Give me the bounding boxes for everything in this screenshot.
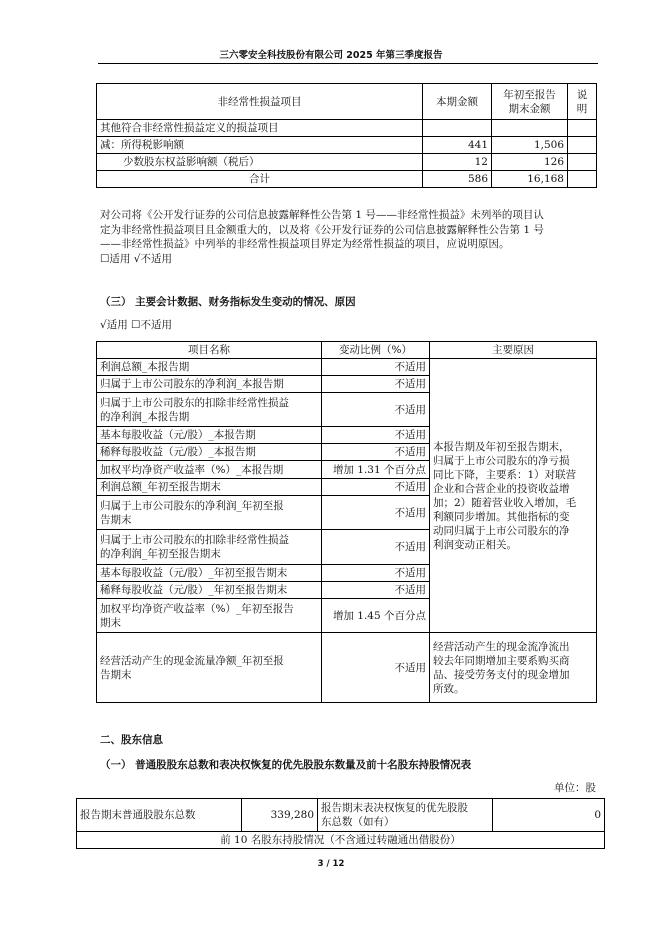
table-row: 利润总额_本报告期 bbox=[97, 359, 322, 376]
shareholders-table bbox=[76, 798, 605, 849]
reason-cashflow: 经营活动产生的现金流净流出 较去年同期增加主要系购买商 品、接受劳务支付的现金增加 所致。 bbox=[430, 633, 597, 703]
total-shareholders-value: 339,280 bbox=[242, 799, 318, 832]
table-row: 归属于上市公司股东的扣除非经常性损益 的净利润_年初至报告期末 bbox=[97, 530, 322, 565]
table-row: 基本每股收益（元/股）_年初至报告期末 bbox=[97, 565, 322, 582]
table-row: 基本每股收益（元/股）_本报告期 bbox=[97, 427, 322, 444]
row-item: 减：所得税影响额 bbox=[97, 137, 423, 154]
shareholders-title: 二、股东信息 bbox=[100, 734, 163, 746]
page-header: 三六零安全科技股份有限公司 2025 年第三季度报告 bbox=[219, 50, 443, 61]
reason-main: 本报告期及年初至报告期末， 归属于上市公司股东的净亏损 同比下降，主要系：1）对联营 企业和合营企业的投资收益增 加；2）随着营业收入增加，毛 利额同步增加。其他指标的变 动同归属于上市公司股东的净 利润变动正相关。 bbox=[430, 359, 597, 633]
table-row: 归属于上市公司股东的净利润_年初至报 告期末 bbox=[97, 496, 322, 530]
total-shareholders-label: 报告期末普通股股东总数 bbox=[77, 799, 242, 832]
header-current: 本期金额 bbox=[423, 84, 492, 120]
preferred-shareholders-label: 报告期末表决权恢复的优先股股 东总数（如有） bbox=[318, 799, 493, 832]
section-3-options: √适用 ☐不适用 bbox=[100, 319, 172, 331]
total-label: 合计 bbox=[97, 171, 423, 188]
row-item: 其他符合非经常性损益定义的损益项目 bbox=[97, 120, 423, 137]
header-name: 项目名称 bbox=[97, 342, 322, 359]
table-row: 加权平均净资产收益率（%）_本报告期 bbox=[97, 461, 322, 479]
non-recurring-table: 非经常性损益项目 本期金额 年初至报告 期末金额 说 明 其他符合非经常性损益定义的损益项目 减：所得税影响额 441 1,506 少数股东权益影响额（税后） 12 126 合计 586 16,168 bbox=[96, 83, 597, 188]
total-ytd: 16,168 bbox=[492, 171, 568, 188]
header-rule bbox=[98, 63, 598, 64]
total-current: 586 bbox=[423, 171, 492, 188]
page-number: 3 / 12 bbox=[317, 859, 345, 869]
preferred-shareholders-value: 0 bbox=[493, 799, 605, 832]
changes-table: 项目名称 变动比例（%） 主要原因 利润总额_本报告期 不适用 本报告期及年初至报告期末， 归属于上市公司股东的净亏损 同比下降，主要系：1）对联营 企业和合营企业的投资收益增 加；2）随着营业收入增加，毛 利额同步增加。其他指标的变 动同归属于上市公司股东的净 利润变动正相关。 归属于上市公司股东的净利润_本报告期 不适用 归属于上市公司股东的扣除非经常性损益 的净利润_本报告期 不适用 基本每股收益（元/股）_本报告期 不适用 稀释每股收益（元/股）_本报告期 不适用 加权平均净资产收益率（%）_本报告期 增加 1.31 个百分点 利润总额_年初至报告期末 不适用 归属于上市公司股东的净利润_年初至报 告期末 不适用 归属于上市公司股东的扣除非经常性损益 的净利润_年初至报告期末 不适用 基本每股收益（元/股）_年初至报告期末 不适用 稀释每股收益（元/股）_年初至报告期末 不适用 加权平均净资产收益率（%）_年初至报告 期末 增加 1.45 个百分点 经营活动产生的现金流量净额_年初至报 告期末 不适用 经营活动产生的现金流净流出 较去年同期增加主要系购买商 品、接受劳务支付的现金增加 所致。 bbox=[96, 341, 597, 703]
shareholders-subtitle: （一） 普通股股东总数和表决权恢复的优先股股东数量及前十名股东持股情况表 bbox=[100, 759, 472, 771]
table-row: 利润总额_年初至报告期末 bbox=[97, 479, 322, 496]
section-3-title: （三） 主要会计数据、财务指标发生变动的情况、原因 bbox=[100, 296, 356, 308]
table-row: 归属于上市公司股东的扣除非经常性损益 的净利润_本报告期 bbox=[97, 393, 322, 427]
explanation-paragraph: 对公司将《公开发行证券的公司信息披露解释性公告第 1 号——非经常性损益》未列举的项目认 定为非经常性损益项目且金额重大的，以及将《公开发行证券的公司信息披露解释性公告第 1 号 ——非经常性损益》中列举的非经常性损益项目界定为经常性损益的项目，应说明原因。 ☐适用 √不适用 bbox=[100, 208, 600, 266]
row-item: 少数股东权益影响额（税后） bbox=[97, 154, 423, 171]
table-row: 稀释每股收益（元/股）_年初至报告期末 bbox=[97, 582, 322, 599]
unit-label: 单位：股 bbox=[554, 782, 596, 794]
table-row: 加权平均净资产收益率（%）_年初至报告 期末 bbox=[97, 599, 322, 633]
applicability-options: ☐适用 √不适用 bbox=[100, 252, 172, 265]
top10-header: 前 10 名股东持股情况（不含通过转融通出借股份） bbox=[77, 832, 605, 849]
table-row: 归属于上市公司股东的净利润_本报告期 bbox=[97, 376, 322, 393]
header-ratio: 变动比例（%） bbox=[322, 342, 430, 359]
header-note: 说 明 bbox=[568, 84, 597, 120]
header-ytd: 年初至报告 期末金额 bbox=[492, 84, 568, 120]
header-reason: 主要原因 bbox=[430, 342, 597, 359]
header-item: 非经常性损益项目 bbox=[97, 84, 423, 120]
table-row: 稀释每股收益（元/股）_本报告期 bbox=[97, 444, 322, 461]
table-row: 经营活动产生的现金流量净额_年初至报 告期末 bbox=[97, 633, 322, 703]
